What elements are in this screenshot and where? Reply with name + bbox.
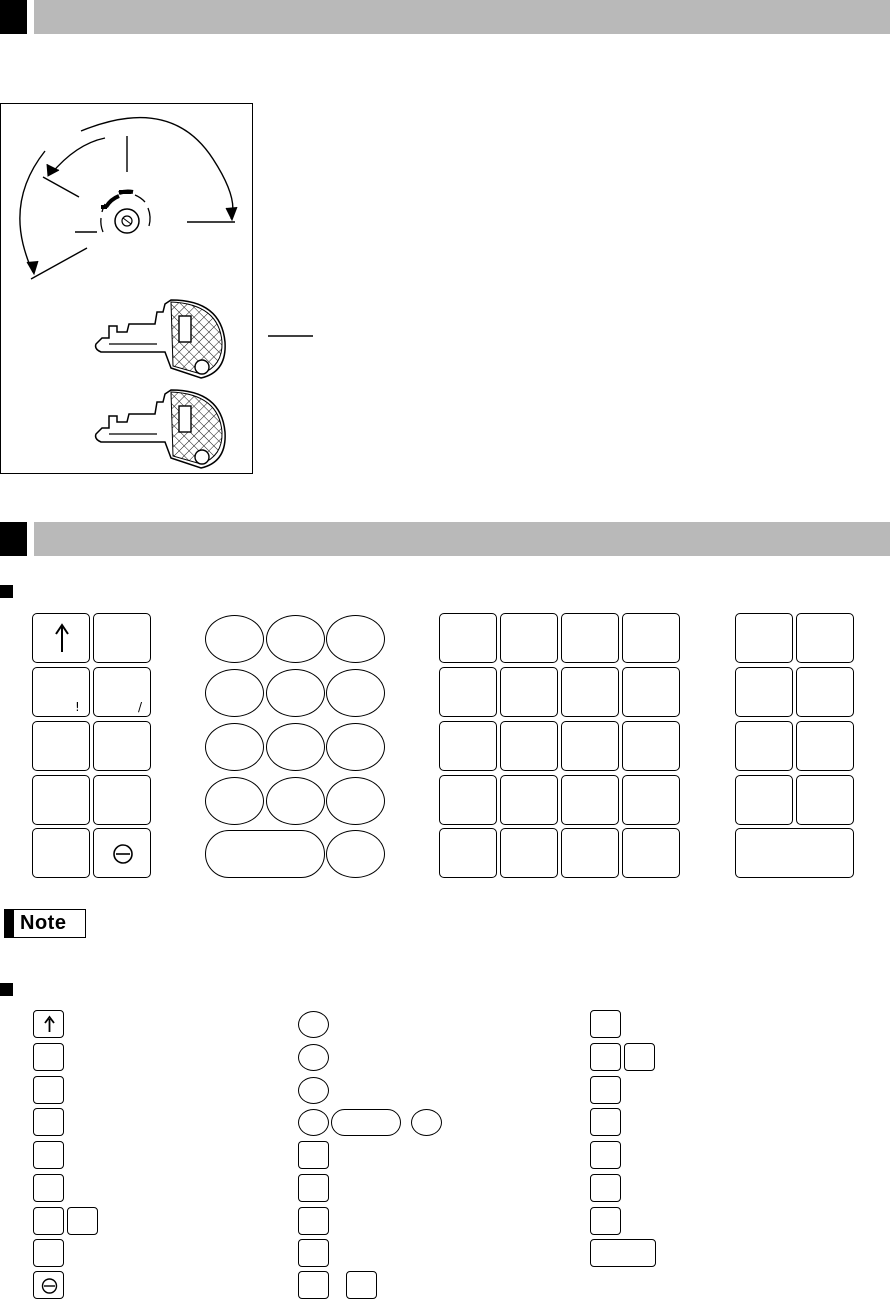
mode-switch-illustration: [0, 103, 253, 474]
small-key[interactable]: [33, 1108, 64, 1136]
keyboard-key[interactable]: [32, 721, 90, 771]
note-text: Note: [20, 912, 67, 934]
function-key[interactable]: [561, 775, 619, 825]
numeric-key[interactable]: [266, 615, 325, 663]
function-key[interactable]: [796, 721, 854, 771]
small-key[interactable]: [33, 1043, 64, 1071]
numeric-key-wide[interactable]: [205, 830, 325, 878]
small-key[interactable]: [590, 1174, 621, 1202]
small-round-key[interactable]: [298, 1109, 329, 1136]
small-key[interactable]: [590, 1108, 621, 1136]
numeric-key[interactable]: [205, 669, 264, 717]
arrow-up-icon: [34, 1011, 65, 1039]
small-key[interactable]: [33, 1207, 64, 1235]
numeric-key[interactable]: [205, 777, 264, 825]
keyboard-key[interactable]: [32, 828, 90, 878]
numeric-key[interactable]: [205, 723, 264, 771]
function-key[interactable]: [622, 721, 680, 771]
numeric-key[interactable]: [326, 723, 385, 771]
small-round-key[interactable]: [411, 1109, 442, 1136]
numeric-key[interactable]: [326, 669, 385, 717]
small-key[interactable]: [33, 1239, 64, 1267]
function-key[interactable]: [561, 613, 619, 663]
section-number-block: [0, 0, 27, 34]
small-key[interactable]: [33, 1010, 64, 1038]
subheading-marker: [0, 585, 13, 598]
small-key[interactable]: [346, 1271, 377, 1299]
small-key[interactable]: [298, 1174, 329, 1202]
operator-key-icon: [1, 104, 254, 475]
function-key[interactable]: [500, 667, 558, 717]
key-mark-exclaim: !: [75, 700, 80, 714]
function-key[interactable]: [500, 613, 558, 663]
function-key[interactable]: [439, 775, 497, 825]
keyboard-key[interactable]: [93, 721, 151, 771]
small-key[interactable]: [624, 1043, 655, 1071]
numeric-key[interactable]: [266, 669, 325, 717]
keyboard-key[interactable]: [32, 667, 90, 717]
function-key[interactable]: [439, 667, 497, 717]
small-key[interactable]: [590, 1207, 621, 1235]
small-round-key[interactable]: [298, 1077, 329, 1104]
small-key[interactable]: [33, 1141, 64, 1169]
subheading-marker: [0, 983, 13, 996]
section-title-band: [34, 0, 890, 34]
numeric-key[interactable]: [266, 777, 325, 825]
numeric-key[interactable]: [326, 830, 385, 878]
keyboard-key[interactable]: [32, 775, 90, 825]
small-key[interactable]: [33, 1076, 64, 1104]
keyboard-key[interactable]: [93, 828, 151, 878]
arrow-up-icon: [33, 614, 91, 664]
function-key[interactable]: [735, 775, 793, 825]
numeric-key[interactable]: [326, 777, 385, 825]
minus-circle-icon: [94, 829, 152, 879]
function-key[interactable]: [796, 775, 854, 825]
function-key[interactable]: [622, 667, 680, 717]
small-key[interactable]: [33, 1174, 64, 1202]
keyboard-key[interactable]: [32, 613, 90, 663]
small-key[interactable]: [33, 1271, 64, 1299]
numeric-key[interactable]: [326, 615, 385, 663]
small-key[interactable]: [590, 1010, 621, 1038]
small-key[interactable]: [590, 1076, 621, 1104]
function-key[interactable]: [561, 828, 619, 878]
function-key[interactable]: [735, 721, 793, 771]
small-wide-round-key[interactable]: [331, 1109, 401, 1136]
function-key[interactable]: [622, 775, 680, 825]
section-title-band: [34, 522, 890, 556]
small-key[interactable]: [67, 1207, 98, 1235]
function-key[interactable]: [561, 667, 619, 717]
keyboard-key[interactable]: [93, 775, 151, 825]
small-round-key[interactable]: [298, 1044, 329, 1071]
function-key[interactable]: [735, 613, 793, 663]
function-key[interactable]: [735, 667, 793, 717]
keyboard-key[interactable]: [93, 667, 151, 717]
function-key[interactable]: [622, 613, 680, 663]
function-key[interactable]: [622, 828, 680, 878]
small-key-wide[interactable]: [590, 1239, 656, 1267]
note-label: [4, 909, 86, 938]
function-key[interactable]: [500, 775, 558, 825]
small-key[interactable]: [590, 1043, 621, 1071]
function-key[interactable]: [796, 613, 854, 663]
small-key[interactable]: [298, 1271, 329, 1299]
function-key[interactable]: [439, 828, 497, 878]
section-number-block: [0, 522, 27, 556]
function-key[interactable]: [561, 721, 619, 771]
function-key[interactable]: [439, 613, 497, 663]
small-key[interactable]: [298, 1141, 329, 1169]
function-key-wide[interactable]: [735, 828, 854, 878]
small-round-key[interactable]: [298, 1011, 329, 1038]
minus-circle-icon: [34, 1272, 65, 1300]
function-key[interactable]: [500, 721, 558, 771]
section-header-bar-1: [0, 0, 890, 34]
numeric-key[interactable]: [266, 723, 325, 771]
key-mark-slash: /: [138, 700, 143, 714]
keyboard-key[interactable]: [93, 613, 151, 663]
numeric-key[interactable]: [205, 615, 264, 663]
small-key[interactable]: [298, 1207, 329, 1235]
function-key[interactable]: [439, 721, 497, 771]
function-key[interactable]: [796, 667, 854, 717]
section-header-bar-2: [0, 522, 890, 556]
small-key[interactable]: [298, 1239, 329, 1267]
small-key[interactable]: [590, 1141, 621, 1169]
function-key[interactable]: [500, 828, 558, 878]
